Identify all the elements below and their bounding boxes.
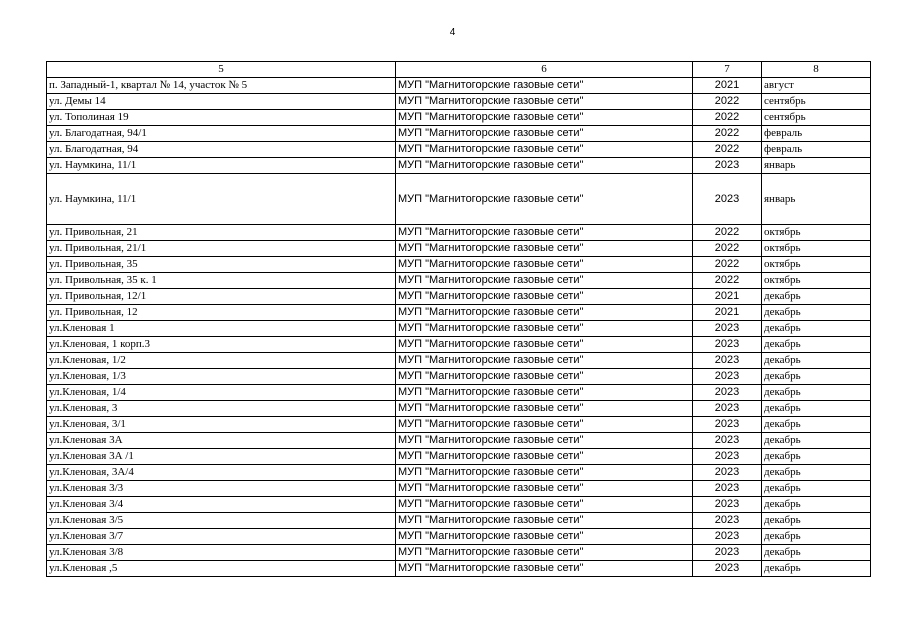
month-cell: декабрь xyxy=(762,481,871,497)
address-cell: ул.Кленовая 3/4 xyxy=(47,497,396,513)
column-header-organization: 6 xyxy=(396,62,693,78)
year-cell: 2023 xyxy=(693,465,762,481)
organization-cell: МУП "Магнитогорские газовые сети" xyxy=(396,481,693,497)
table-row xyxy=(47,110,871,126)
address-cell: ул.Кленовая, 1/3 xyxy=(47,369,396,385)
month-cell: декабрь xyxy=(762,433,871,449)
address-cell: ул.Кленовая, 3/1 xyxy=(47,417,396,433)
month-cell: сентябрь xyxy=(762,110,871,126)
organization-cell: МУП "Магнитогорские газовые сети" xyxy=(396,529,693,545)
month-cell: декабрь xyxy=(762,385,871,401)
address-cell: ул. Привольная, 12/1 xyxy=(47,289,396,305)
organization-cell: МУП "Магнитогорские газовые сети" xyxy=(396,433,693,449)
year-cell: 2023 xyxy=(693,369,762,385)
year-cell: 2022 xyxy=(693,257,762,273)
organization-cell: МУП "Магнитогорские газовые сети" xyxy=(396,369,693,385)
month-cell: декабрь xyxy=(762,561,871,577)
year-cell: 2022 xyxy=(693,110,762,126)
address-cell: ул.Кленовая, 1/4 xyxy=(47,385,396,401)
year-cell: 2023 xyxy=(693,513,762,529)
month-cell: декабрь xyxy=(762,337,871,353)
organization-cell: МУП "Магнитогорские газовые сети" xyxy=(396,225,693,241)
organization-cell: МУП "Магнитогорские газовые сети" xyxy=(396,273,693,289)
table-header xyxy=(47,62,871,78)
year-cell: 2023 xyxy=(693,158,762,174)
organization-cell: МУП "Магнитогорские газовые сети" xyxy=(396,561,693,577)
month-cell: февраль xyxy=(762,142,871,158)
table-body xyxy=(47,78,871,577)
month-cell: декабрь xyxy=(762,545,871,561)
table-row xyxy=(47,561,871,577)
year-cell: 2022 xyxy=(693,225,762,241)
table-row xyxy=(47,481,871,497)
organization-cell: МУП "Магнитогорские газовые сети" xyxy=(396,142,693,158)
address-cell: ул. Демы 14 xyxy=(47,94,396,110)
table-row xyxy=(47,353,871,369)
month-cell: декабрь xyxy=(762,369,871,385)
year-cell: 2021 xyxy=(693,78,762,94)
address-cell: ул. Привольная, 21 xyxy=(47,225,396,241)
organization-cell: МУП "Магнитогорские газовые сети" xyxy=(396,241,693,257)
month-cell: декабрь xyxy=(762,321,871,337)
address-cell: ул. Привольная, 21/1 xyxy=(47,241,396,257)
year-cell: 2023 xyxy=(693,337,762,353)
year-cell: 2021 xyxy=(693,305,762,321)
year-cell: 2023 xyxy=(693,385,762,401)
address-cell: п. Западный-1, квартал № 14, участок № 5 xyxy=(47,78,396,94)
table-row xyxy=(47,94,871,110)
year-cell: 2022 xyxy=(693,273,762,289)
month-cell: декабрь xyxy=(762,417,871,433)
address-cell: ул. Привольная, 35 xyxy=(47,257,396,273)
month-cell: сентябрь xyxy=(762,94,871,110)
year-cell: 2021 xyxy=(693,289,762,305)
year-cell: 2023 xyxy=(693,417,762,433)
organization-cell: МУП "Магнитогорские газовые сети" xyxy=(396,401,693,417)
year-cell: 2023 xyxy=(693,561,762,577)
year-cell: 2023 xyxy=(693,174,762,225)
month-cell: октябрь xyxy=(762,241,871,257)
address-cell: ул.Кленовая 3А xyxy=(47,433,396,449)
month-cell: декабрь xyxy=(762,465,871,481)
table-row xyxy=(47,126,871,142)
table-row xyxy=(47,417,871,433)
table-row xyxy=(47,273,871,289)
year-cell: 2022 xyxy=(693,241,762,257)
column-header-month: 8 xyxy=(762,62,871,78)
year-cell: 2023 xyxy=(693,321,762,337)
address-cell: ул.Кленовая 3/8 xyxy=(47,545,396,561)
organization-cell: МУП "Магнитогорские газовые сети" xyxy=(396,513,693,529)
table-row xyxy=(47,433,871,449)
table-row xyxy=(47,497,871,513)
table-row xyxy=(47,158,871,174)
address-cell: ул.Кленовая, 3А/4 xyxy=(47,465,396,481)
organization-cell: МУП "Магнитогорские газовые сети" xyxy=(396,94,693,110)
address-cell: ул. Наумкина, 11/1 xyxy=(47,174,396,225)
address-cell: ул. Благодатная, 94 xyxy=(47,142,396,158)
address-cell: ул. Привольная, 35 к. 1 xyxy=(47,273,396,289)
organization-cell: МУП "Магнитогорские газовые сети" xyxy=(396,110,693,126)
address-cell: ул.Кленовая, 3 xyxy=(47,401,396,417)
month-cell: декабрь xyxy=(762,401,871,417)
address-cell: ул.Кленовая, 1 корп.3 xyxy=(47,337,396,353)
table-row xyxy=(47,369,871,385)
table-row xyxy=(47,321,871,337)
month-cell: январь xyxy=(762,158,871,174)
organization-cell: МУП "Магнитогорские газовые сети" xyxy=(396,174,693,225)
address-cell: ул.Кленовая 3/7 xyxy=(47,529,396,545)
year-cell: 2023 xyxy=(693,481,762,497)
registry-table xyxy=(46,61,871,577)
month-cell: август xyxy=(762,78,871,94)
address-cell: ул.Кленовая, 1/2 xyxy=(47,353,396,369)
organization-cell: МУП "Магнитогорские газовые сети" xyxy=(396,126,693,142)
organization-cell: МУП "Магнитогорские газовые сети" xyxy=(396,289,693,305)
table-row xyxy=(47,337,871,353)
organization-cell: МУП "Магнитогорские газовые сети" xyxy=(396,78,693,94)
address-cell: ул.Кленовая 3/5 xyxy=(47,513,396,529)
organization-cell: МУП "Магнитогорские газовые сети" xyxy=(396,449,693,465)
table-row xyxy=(47,174,871,225)
year-cell: 2022 xyxy=(693,94,762,110)
table-row xyxy=(47,401,871,417)
month-cell: декабрь xyxy=(762,529,871,545)
month-cell: декабрь xyxy=(762,449,871,465)
table-row xyxy=(47,78,871,94)
organization-cell: МУП "Магнитогорские газовые сети" xyxy=(396,545,693,561)
address-cell: ул. Тополиная 19 xyxy=(47,110,396,126)
organization-cell: МУП "Магнитогорские газовые сети" xyxy=(396,465,693,481)
month-cell: декабрь xyxy=(762,353,871,369)
address-cell: ул.Кленовая 1 xyxy=(47,321,396,337)
organization-cell: МУП "Магнитогорские газовые сети" xyxy=(396,385,693,401)
table-row xyxy=(47,225,871,241)
column-header-year: 7 xyxy=(693,62,762,78)
page-number: 4 xyxy=(449,27,456,38)
month-cell: декабрь xyxy=(762,305,871,321)
organization-cell: МУП "Магнитогорские газовые сети" xyxy=(396,353,693,369)
table-row xyxy=(47,545,871,561)
address-cell: ул. Привольная, 12 xyxy=(47,305,396,321)
month-cell: декабрь xyxy=(762,497,871,513)
organization-cell: МУП "Магнитогорские газовые сети" xyxy=(396,158,693,174)
month-cell: октябрь xyxy=(762,257,871,273)
column-header-address: 5 xyxy=(47,62,396,78)
organization-cell: МУП "Магнитогорские газовые сети" xyxy=(396,497,693,513)
month-cell: декабрь xyxy=(762,513,871,529)
address-cell: ул.Кленовая 3А /1 xyxy=(47,449,396,465)
table-row xyxy=(47,465,871,481)
table-row xyxy=(47,142,871,158)
address-cell: ул.Кленовая ,5 xyxy=(47,561,396,577)
address-cell: ул.Кленовая 3/3 xyxy=(47,481,396,497)
organization-cell: МУП "Магнитогорские газовые сети" xyxy=(396,417,693,433)
table-row xyxy=(47,305,871,321)
header-row xyxy=(47,62,871,78)
table-row xyxy=(47,241,871,257)
table-row xyxy=(47,289,871,305)
year-cell: 2022 xyxy=(693,126,762,142)
year-cell: 2023 xyxy=(693,449,762,465)
year-cell: 2023 xyxy=(693,529,762,545)
month-cell: декабрь xyxy=(762,289,871,305)
month-cell: октябрь xyxy=(762,273,871,289)
organization-cell: МУП "Магнитогорские газовые сети" xyxy=(396,305,693,321)
organization-cell: МУП "Магнитогорские газовые сети" xyxy=(396,321,693,337)
organization-cell: МУП "Магнитогорские газовые сети" xyxy=(396,257,693,273)
month-cell: январь xyxy=(762,174,871,225)
address-cell: ул. Благодатная, 94/1 xyxy=(47,126,396,142)
month-cell: октябрь xyxy=(762,225,871,241)
year-cell: 2023 xyxy=(693,401,762,417)
year-cell: 2022 xyxy=(693,142,762,158)
address-cell: ул. Наумкина, 11/1 xyxy=(47,158,396,174)
year-cell: 2023 xyxy=(693,545,762,561)
month-cell: февраль xyxy=(762,126,871,142)
year-cell: 2023 xyxy=(693,353,762,369)
table-row xyxy=(47,385,871,401)
year-cell: 2023 xyxy=(693,433,762,449)
table-row xyxy=(47,529,871,545)
table-row xyxy=(47,513,871,529)
table-row xyxy=(47,257,871,273)
organization-cell: МУП "Магнитогорские газовые сети" xyxy=(396,337,693,353)
year-cell: 2023 xyxy=(693,497,762,513)
table-row xyxy=(47,449,871,465)
